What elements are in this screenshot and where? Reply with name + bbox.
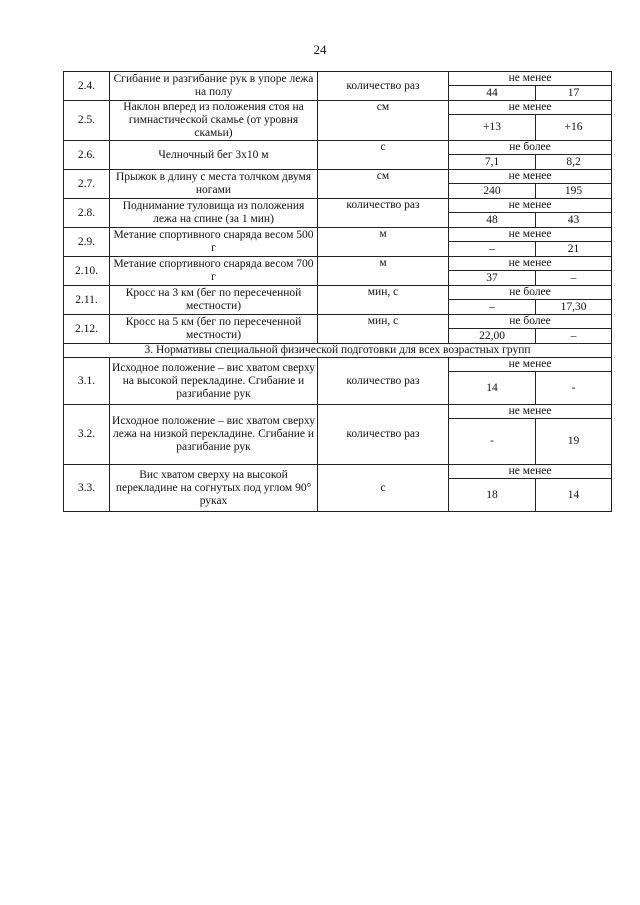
value-cell: 14 [536, 479, 612, 512]
exercise-name: Исходное положение – вис хватом сверху лежа на низкой перекладине. Сгибание и разгибание рук [110, 405, 318, 465]
condition-cell: не менее [449, 257, 612, 271]
table-row [64, 199, 612, 213]
value-cell: – [536, 329, 612, 344]
unit-cell: см [318, 101, 449, 141]
value-cell: 48 [449, 213, 536, 228]
row-number: 2.12. [64, 315, 110, 344]
value-cell: 14 [449, 372, 536, 405]
table-row [64, 257, 612, 271]
unit-cell: количество раз [318, 72, 449, 101]
exercise-name: Челночный бег 3х10 м [110, 141, 318, 170]
row-number: 2.11. [64, 286, 110, 315]
condition-cell: не более [449, 141, 612, 155]
condition-cell: не более [449, 286, 612, 300]
condition-cell: не менее [449, 405, 612, 419]
exercise-name: Сгибание и разгибание рук в упоре лежа на полу [110, 72, 318, 101]
value-cell: +16 [536, 115, 612, 141]
value-cell: 17,30 [536, 300, 612, 315]
condition-cell: не менее [449, 101, 612, 115]
value-cell: 195 [536, 184, 612, 199]
table-row [64, 170, 612, 184]
exercise-name: Вис хватом сверху на высокой перекладине на согнутых под углом 90° руках [110, 465, 318, 512]
value-cell: 18 [449, 479, 536, 512]
table-row [64, 405, 612, 419]
exercise-name: Наклон вперед из положения стоя на гимнастической скамье (от уровня скамьи) [110, 101, 318, 141]
condition-cell: не менее [449, 358, 612, 372]
row-number: 3.1. [64, 358, 110, 405]
table-row [64, 358, 612, 372]
unit-cell: количество раз [318, 358, 449, 405]
value-cell: - [536, 372, 612, 405]
table-row [64, 141, 612, 155]
condition-cell: не менее [449, 199, 612, 213]
exercise-name: Прыжок в длину с места толчком двумя ногами [110, 170, 318, 199]
unit-cell: см [318, 170, 449, 199]
unit-cell: м [318, 228, 449, 257]
condition-cell: не менее [449, 72, 612, 86]
exercise-name: Исходное положение – вис хватом сверху на высокой перекладине. Сгибание и разгибание рук [110, 358, 318, 405]
value-cell: - [449, 419, 536, 465]
value-cell: +13 [449, 115, 536, 141]
table-row [64, 465, 612, 479]
section-row [64, 344, 612, 358]
row-number: 3.3. [64, 465, 110, 512]
value-cell: 37 [449, 271, 536, 286]
row-number: 3.2. [64, 405, 110, 465]
unit-cell: м [318, 257, 449, 286]
unit-cell: мин, с [318, 286, 449, 315]
value-cell: 17 [536, 86, 612, 101]
exercise-name: Кросс на 3 км (бег по пересеченной местности) [110, 286, 318, 315]
value-cell: 22,00 [449, 329, 536, 344]
unit-cell: количество раз [318, 405, 449, 465]
value-cell: 21 [536, 242, 612, 257]
row-number: 2.9. [64, 228, 110, 257]
table-row [64, 101, 612, 115]
value-cell: 240 [449, 184, 536, 199]
exercise-name: Метание спортивного снаряда весом 700 г [110, 257, 318, 286]
value-cell: – [449, 242, 536, 257]
unit-cell: с [318, 141, 449, 170]
unit-cell: с [318, 465, 449, 512]
row-number: 2.5. [64, 101, 110, 141]
condition-cell: не более [449, 315, 612, 329]
row-number: 2.10. [64, 257, 110, 286]
value-cell: – [449, 300, 536, 315]
norms-table [63, 71, 612, 512]
table-row [64, 315, 612, 329]
condition-cell: не менее [449, 228, 612, 242]
exercise-name: Метание спортивного снаряда весом 500 г [110, 228, 318, 257]
unit-cell: количество раз [318, 199, 449, 228]
section-title: 3. Нормативы специальной физической подготовки для всех возрастных групп [64, 344, 612, 358]
row-number: 2.6. [64, 141, 110, 170]
value-cell: 8,2 [536, 155, 612, 170]
table-row [64, 228, 612, 242]
table-row [64, 72, 612, 86]
condition-cell: не менее [449, 465, 612, 479]
exercise-name: Кросс на 5 км (бег по пересеченной местности) [110, 315, 318, 344]
page-number: 24 [313, 42, 327, 57]
row-number: 2.8. [64, 199, 110, 228]
value-cell: 43 [536, 213, 612, 228]
exercise-name: Поднимание туловища из положения лежа на спине (за 1 мин) [110, 199, 318, 228]
condition-cell: не менее [449, 170, 612, 184]
value-cell: 7,1 [449, 155, 536, 170]
value-cell: 19 [536, 419, 612, 465]
table-row [64, 286, 612, 300]
row-number: 2.7. [64, 170, 110, 199]
row-number: 2.4. [64, 72, 110, 101]
value-cell: 44 [449, 86, 536, 101]
value-cell: – [536, 271, 612, 286]
unit-cell: мин, с [318, 315, 449, 344]
